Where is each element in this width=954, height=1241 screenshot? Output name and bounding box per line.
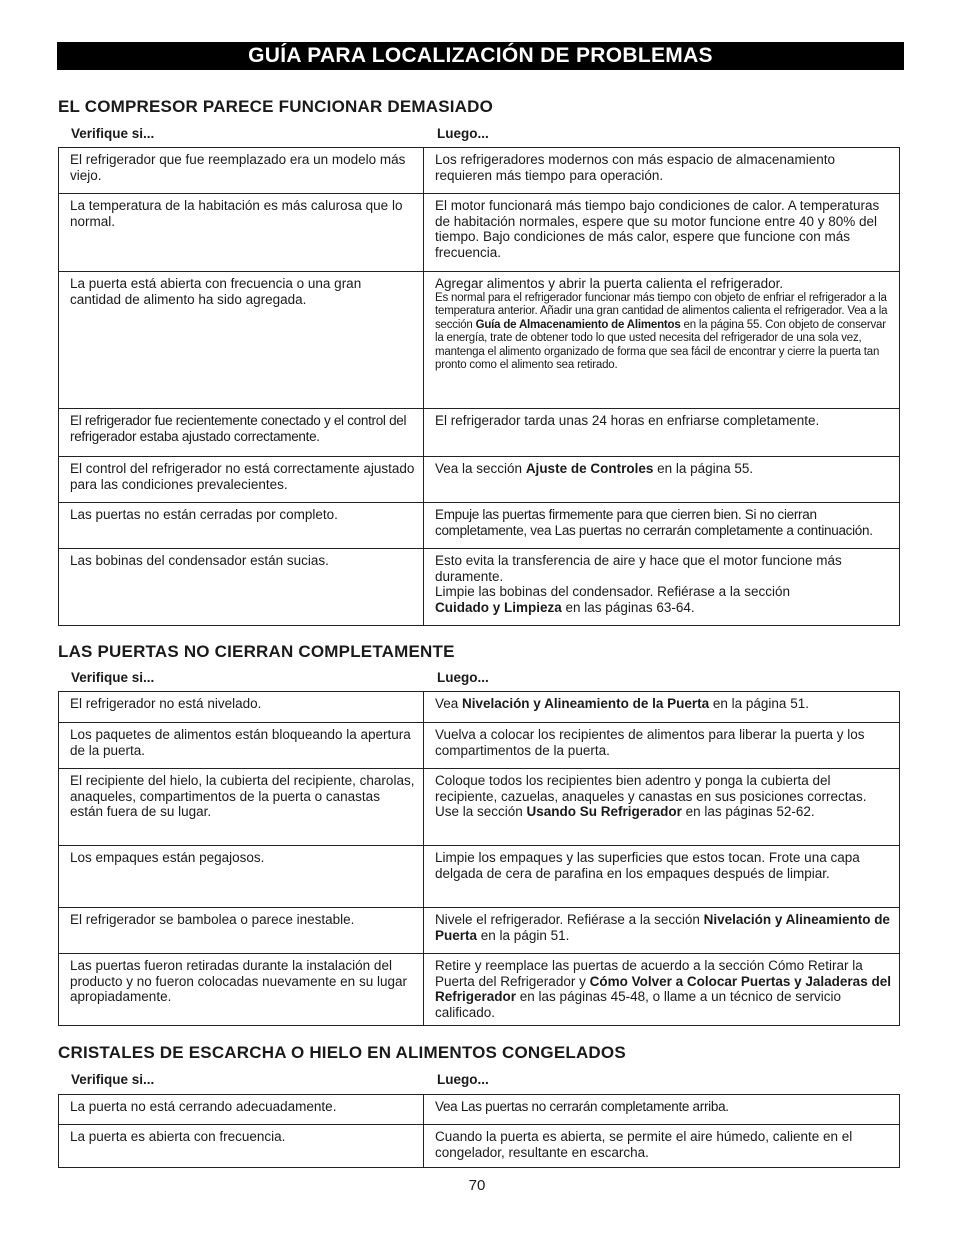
check-cell: El refrigerador se bambolea o parece inestable.	[59, 908, 424, 954]
check-cell: El refrigerador fue recientemente conectado y el control del refrigerador estaba ajustado correctamente.	[59, 409, 424, 457]
then-cell: Los refrigeradores modernos con más espacio de almacenamiento requieren más tiempo para operación.	[424, 148, 900, 194]
check-cell: Las bobinas del condensador están sucias.	[59, 549, 424, 626]
then-bold-reference: Nivelación y Alineamiento de Puerta	[435, 912, 890, 943]
then-reference	[435, 600, 891, 616]
column-header-then: Luego...	[437, 1072, 489, 1087]
then-text: en las páginas 45-48, o llame a un técnico de servicio calificado.	[435, 989, 841, 1020]
then-cell: Limpie los empaques y las superficies que estos tocan. Frote una capa delgada de cera de parafina en los empaques después de limpiar.	[424, 846, 900, 908]
then-bold-reference: Cuidado y Limpieza	[435, 599, 562, 615]
then-cell	[424, 457, 900, 503]
column-header-verify: Verifique si...	[71, 126, 155, 141]
check-cell: El control del refrigerador no está correctamente ajustado para las condiciones prevalecientes.	[59, 457, 424, 503]
table-row	[59, 954, 900, 1026]
table-row	[59, 194, 900, 272]
then-text: Nivele el refrigerador. Refiérase a la sección	[435, 912, 704, 927]
then-cell: El refrigerador tarda unas 24 horas en enfriarse completamente.	[424, 409, 900, 457]
column-header-then: Luego...	[437, 670, 489, 685]
check-cell: Los paquetes de alimentos están bloqueando la apertura de la puerta.	[59, 723, 424, 769]
table-row	[59, 908, 900, 954]
table-row	[59, 503, 900, 549]
then-text: en la página 55. Con objeto de conservar la energía, trate de obtener todo lo que usted necesita del refrigerador de una sola vez, mantenga el alimento organizado de forma que sea fácil de encontrar y cierre la puerta tan pronto como el alimento sea retirado.	[435, 318, 886, 371]
then-text: Esto evita la transferencia de aire y hace que el motor funcione más duramente.	[435, 553, 842, 584]
then-bold-reference: Cómo Volver a Colocar Puertas y Jaladeras del Refrigerador	[435, 973, 891, 1004]
then-cell: Cuando la puerta es abierta, se permite el aire húmedo, caliente en el congelador, resultante en escarcha.	[424, 1125, 900, 1168]
check-cell: Las puertas no están cerradas por completo.	[59, 503, 424, 549]
then-cell: Vuelva a colocar los recipientes de alimentos para liberar la puerta y los compartimentos de la puerta.	[424, 723, 900, 769]
table-row	[59, 148, 900, 194]
table-row	[59, 769, 900, 846]
then-bold-reference: Guía de Almacenamiento de Alimentos	[475, 318, 681, 331]
check-cell: El recipiente del hielo, la cubierta del recipiente, charolas, anaqueles, compartimentos de la puerta o canastas están fuera de su lugar.	[59, 769, 424, 846]
then-cell	[424, 272, 900, 409]
table-row	[59, 846, 900, 908]
then-cell	[424, 549, 900, 626]
section-title-frost: CRISTALES DE ESCARCHA O HIELO EN ALIMENTOS CONGELADOS	[58, 1043, 626, 1062]
then-text: en la página 55.	[653, 461, 754, 476]
check-cell: Las puertas fueron retiradas durante la instalación del producto y no fueron colocadas nuevamente en su lugar apropiadamente.	[59, 954, 424, 1026]
check-cell: El refrigerador no está nivelado.	[59, 692, 424, 723]
page-banner: GUÍA PARA LOCALIZACIÓN DE PROBLEMAS	[57, 42, 904, 70]
then-text: Vea la sección	[435, 461, 526, 476]
table-row	[59, 1125, 900, 1168]
check-cell: El refrigerador que fue reemplazado era un modelo más viejo.	[59, 148, 424, 194]
check-cell: La puerta no está cerrando adecuadamente.	[59, 1095, 424, 1125]
then-text: en las páginas 52-62.	[681, 804, 815, 819]
column-header-verify: Verifique si...	[71, 1072, 155, 1087]
doors-table	[58, 691, 900, 1026]
frost-table	[58, 1094, 900, 1168]
check-cell: La puerta es abierta con frecuencia.	[59, 1125, 424, 1168]
then-text: en las páginas 63-64.	[561, 599, 695, 615]
table-row	[59, 409, 900, 457]
table-row	[59, 723, 900, 769]
compressor-table	[58, 147, 900, 626]
page-number: 70	[468, 1177, 486, 1194]
then-bold-reference: Ajuste de Controles	[525, 461, 654, 476]
section-title-compressor: EL COMPRESOR PARECE FUNCIONAR DEMASIADO	[58, 97, 494, 116]
column-header-verify: Verifique si...	[71, 670, 155, 685]
check-cell: La temperatura de la habitación es más calurosa que lo normal.	[59, 194, 424, 272]
then-cell	[424, 954, 900, 1026]
then-bold-reference: Usando Su Refrigerador	[526, 804, 682, 819]
table-row	[59, 457, 900, 503]
check-cell: La puerta está abierta con frecuencia o una gran cantidad de alimento ha sido agregada.	[59, 272, 424, 409]
then-cell	[424, 908, 900, 954]
check-cell: Los empaques están pegajosos.	[59, 846, 424, 908]
then-cell: El motor funcionará más tiempo bajo condiciones de calor. A temperaturas de habitación normales, espere que su motor funcione entre 40 y 80% del tiempo. Bajo condiciones de más calor, espere que funcione con más frecuencia.	[424, 194, 900, 272]
column-header-then: Luego...	[437, 126, 489, 141]
then-text: Retire y reemplace las puertas de acuerdo a la sección Cómo Retirar la Puerta del Refrigerador y	[435, 958, 863, 989]
then-cell: Empuje las puertas firmemente para que cierren bien. Si no cierran completamente, vea Las puertas no cerrarán completamente a continuación.	[424, 503, 900, 549]
then-cell: Vea Las puertas no cerrarán completamente arriba.	[424, 1095, 900, 1125]
then-cell	[424, 692, 900, 723]
then-bold-reference: Nivelación y Alineamiento de la Puerta	[462, 696, 710, 711]
then-cell	[424, 769, 900, 846]
then-text: Es normal para el refrigerador funcionar más tiempo con objeto de enfriar el refrigerador a la temperatura anterior. Añadir una gran cantidad de alimentos calienta el refrigerador. Vea a la sección	[435, 291, 888, 331]
table-row	[59, 692, 900, 723]
then-text: Vea	[435, 696, 463, 711]
then-text: en la página 51.	[709, 696, 809, 711]
table-row	[59, 1095, 900, 1125]
then-text: Coloque todos los recipientes bien adentro y ponga la cubierta del recipiente, cazuelas, anaqueles y canastas en sus posiciones correctas. Use la sección	[435, 773, 867, 819]
then-intro-text: Agregar alimentos y abrir la puerta calienta el refrigerador.	[435, 276, 784, 291]
table-row	[59, 549, 900, 626]
then-detail-text	[435, 292, 891, 373]
table-row	[59, 272, 900, 409]
section-title-doors: LAS PUERTAS NO CIERRAN COMPLETAMENTE	[58, 642, 455, 661]
then-text: Limpie las bobinas del condensador. Refiérase a la sección	[435, 584, 790, 599]
then-text: en la págin 51.	[477, 927, 570, 943]
